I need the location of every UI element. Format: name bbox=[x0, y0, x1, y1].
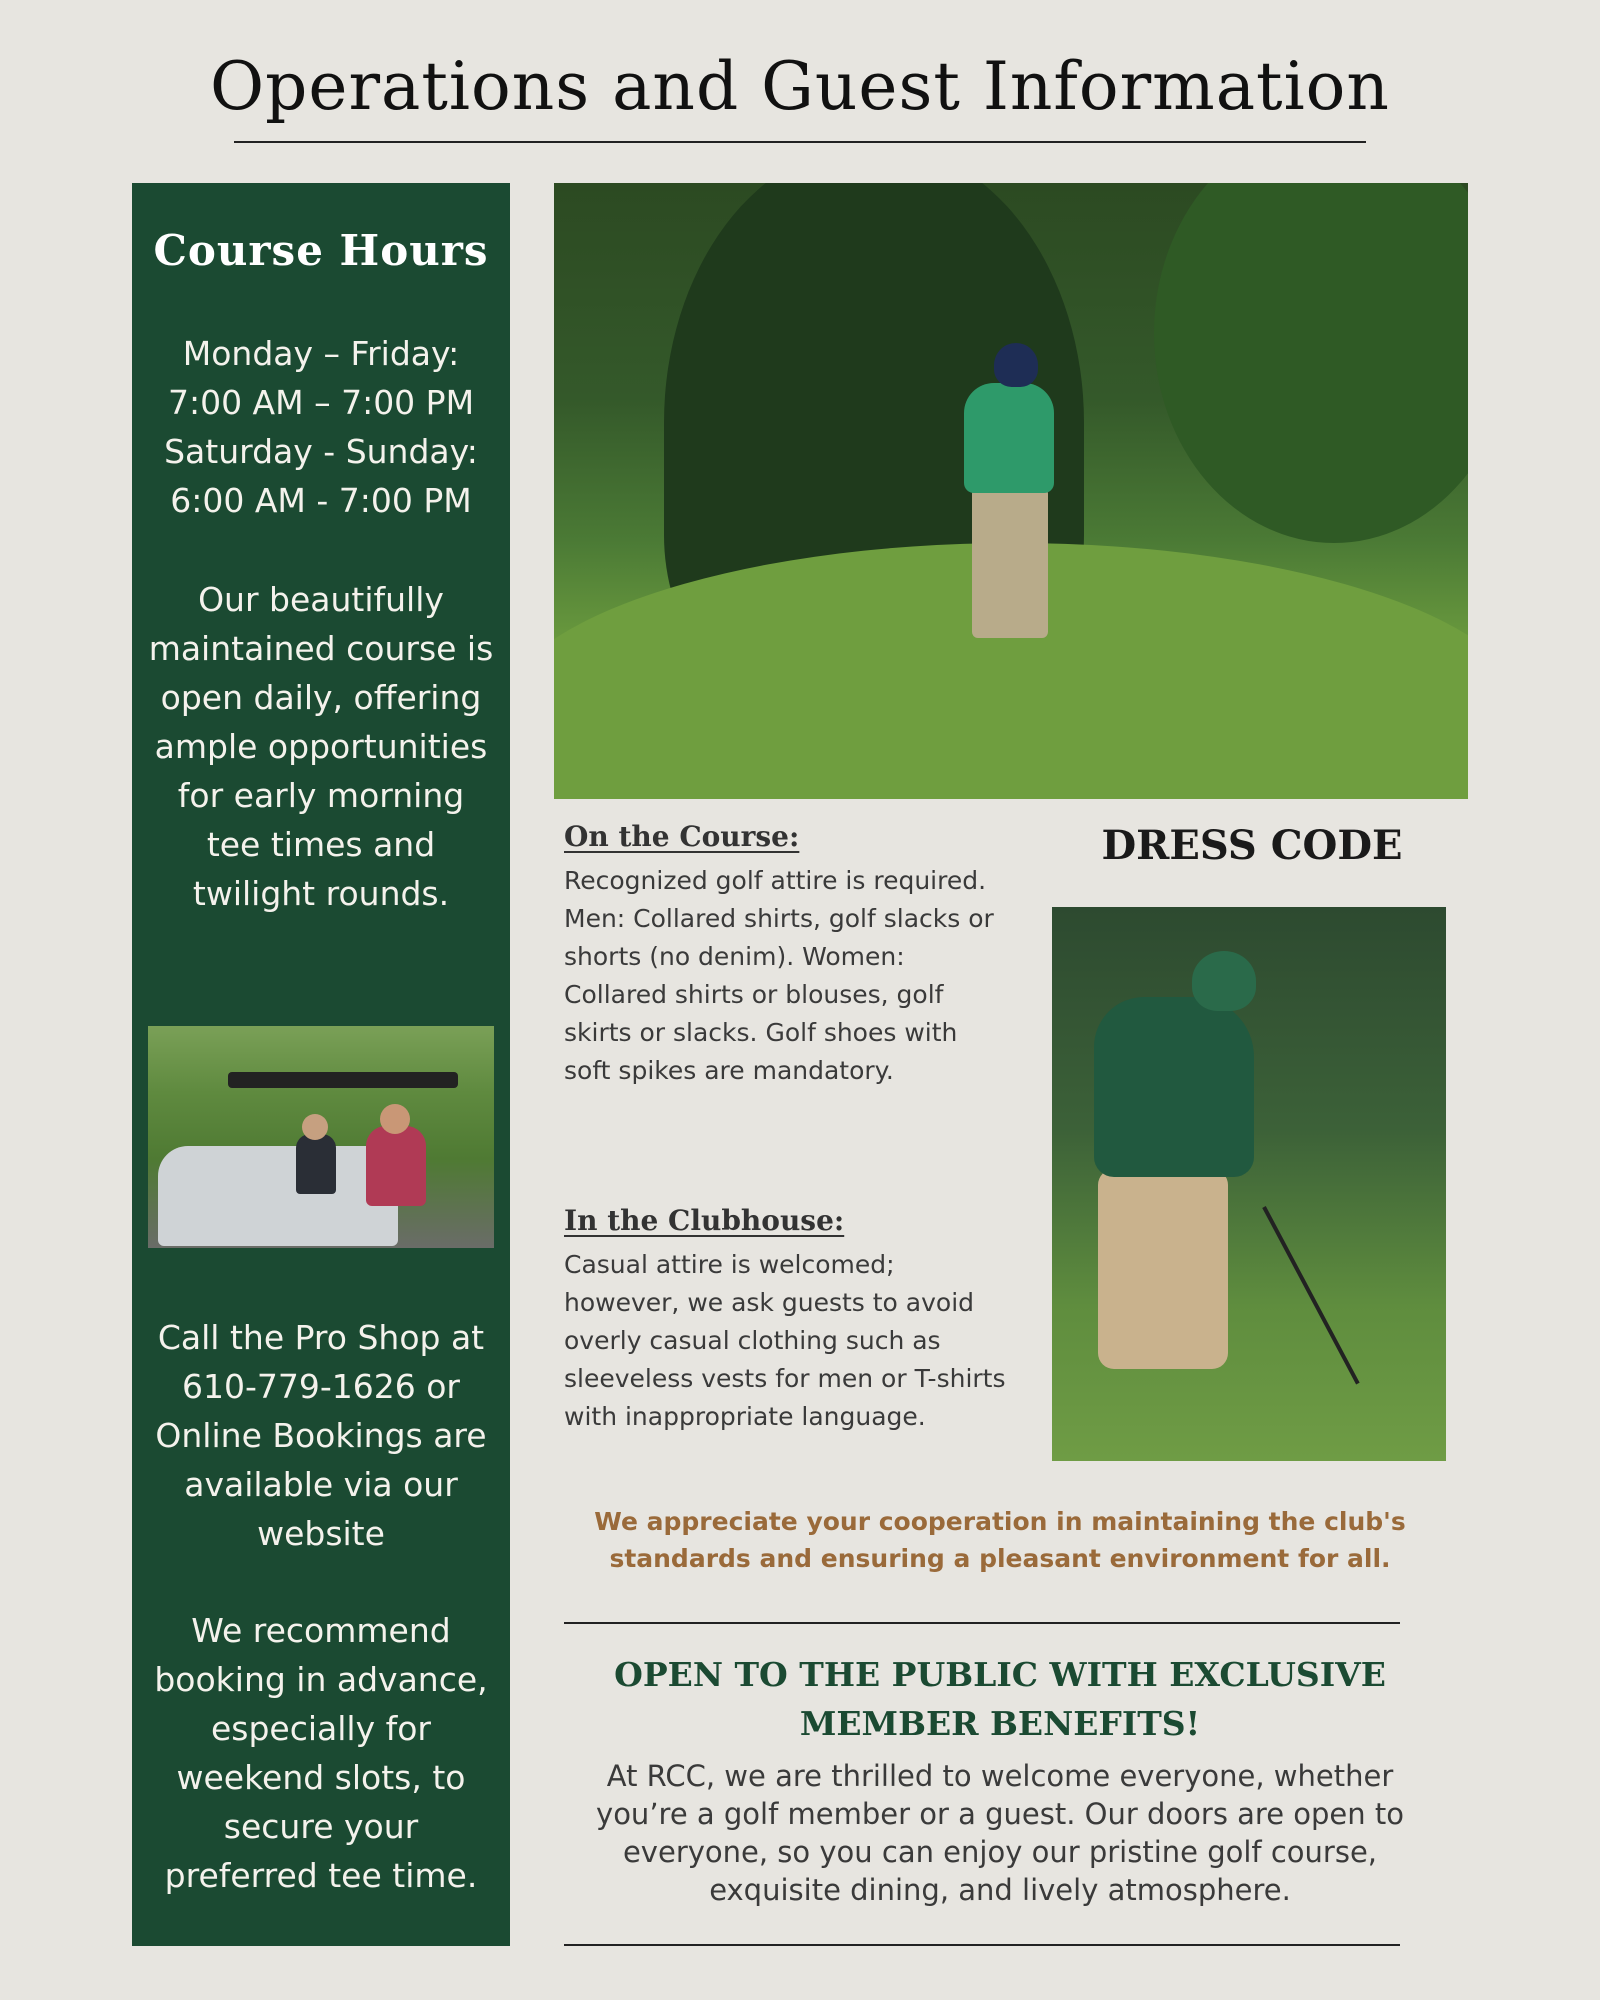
in-the-clubhouse-text: Casual attire is welcomed; however, we ask guests to avoid overly casual clothing such as sleeveless vests for men or T-shirts with inappropriate language. bbox=[564, 1250, 1006, 1431]
dress-code-title: DRESS CODE bbox=[1101, 822, 1403, 869]
golfer-putting-photo bbox=[554, 183, 1468, 799]
appreciation-note: We appreciate your cooperation in maintaining the club's standards and ensuring a pleasant environment for all. bbox=[594, 1507, 1406, 1573]
on-the-course-heading: On the Course: bbox=[564, 820, 800, 853]
bottom-divider bbox=[564, 1944, 1400, 1946]
course-description: Our beautifully maintained course is open daily, offering ample opportunities for early morning tee times and twilight rounds. bbox=[148, 580, 494, 913]
section-divider bbox=[564, 1622, 1400, 1624]
page-title: Operations and Guest Information bbox=[210, 48, 1390, 125]
golfer-attire-photo bbox=[1052, 907, 1446, 1461]
golf-cart-photo bbox=[148, 1026, 494, 1248]
booking-recommendation: We recommend booking in advance, especially for weekend slots, to secure your preferred tee time. bbox=[154, 1611, 488, 1895]
booking-info: Call the Pro Shop at 610-779-1626 or Online Bookings are available via our website bbox=[155, 1318, 487, 1553]
course-hours-panel bbox=[132, 183, 510, 1946]
on-the-course-text: Recognized golf attire is required. Men: Collared shirts, golf slacks or shorts (no denim). Women: Collared shirts or blouses, golf skirts or slacks. Golf shoes with soft spikes are mandatory. bbox=[564, 866, 994, 1085]
in-the-clubhouse-heading: In the Clubhouse: bbox=[564, 1204, 845, 1237]
public-access-title: OPEN TO THE PUBLIC WITH EXCLUSIVE MEMBER BENEFITS! bbox=[614, 1655, 1386, 1743]
course-hours-heading: Course Hours bbox=[153, 226, 489, 275]
title-divider bbox=[234, 141, 1366, 143]
course-hours-text: Monday – Friday: 7:00 AM – 7:00 PM Saturday - Sunday: 6:00 AM - 7:00 PM bbox=[164, 334, 478, 520]
public-access-text: At RCC, we are thrilled to welcome everyone, whether you’re a golf member or a guest. Our doors are open to everyone, so you can enjoy our pristine golf course, exquisite dining, and lively atmosphere. bbox=[596, 1759, 1404, 1907]
